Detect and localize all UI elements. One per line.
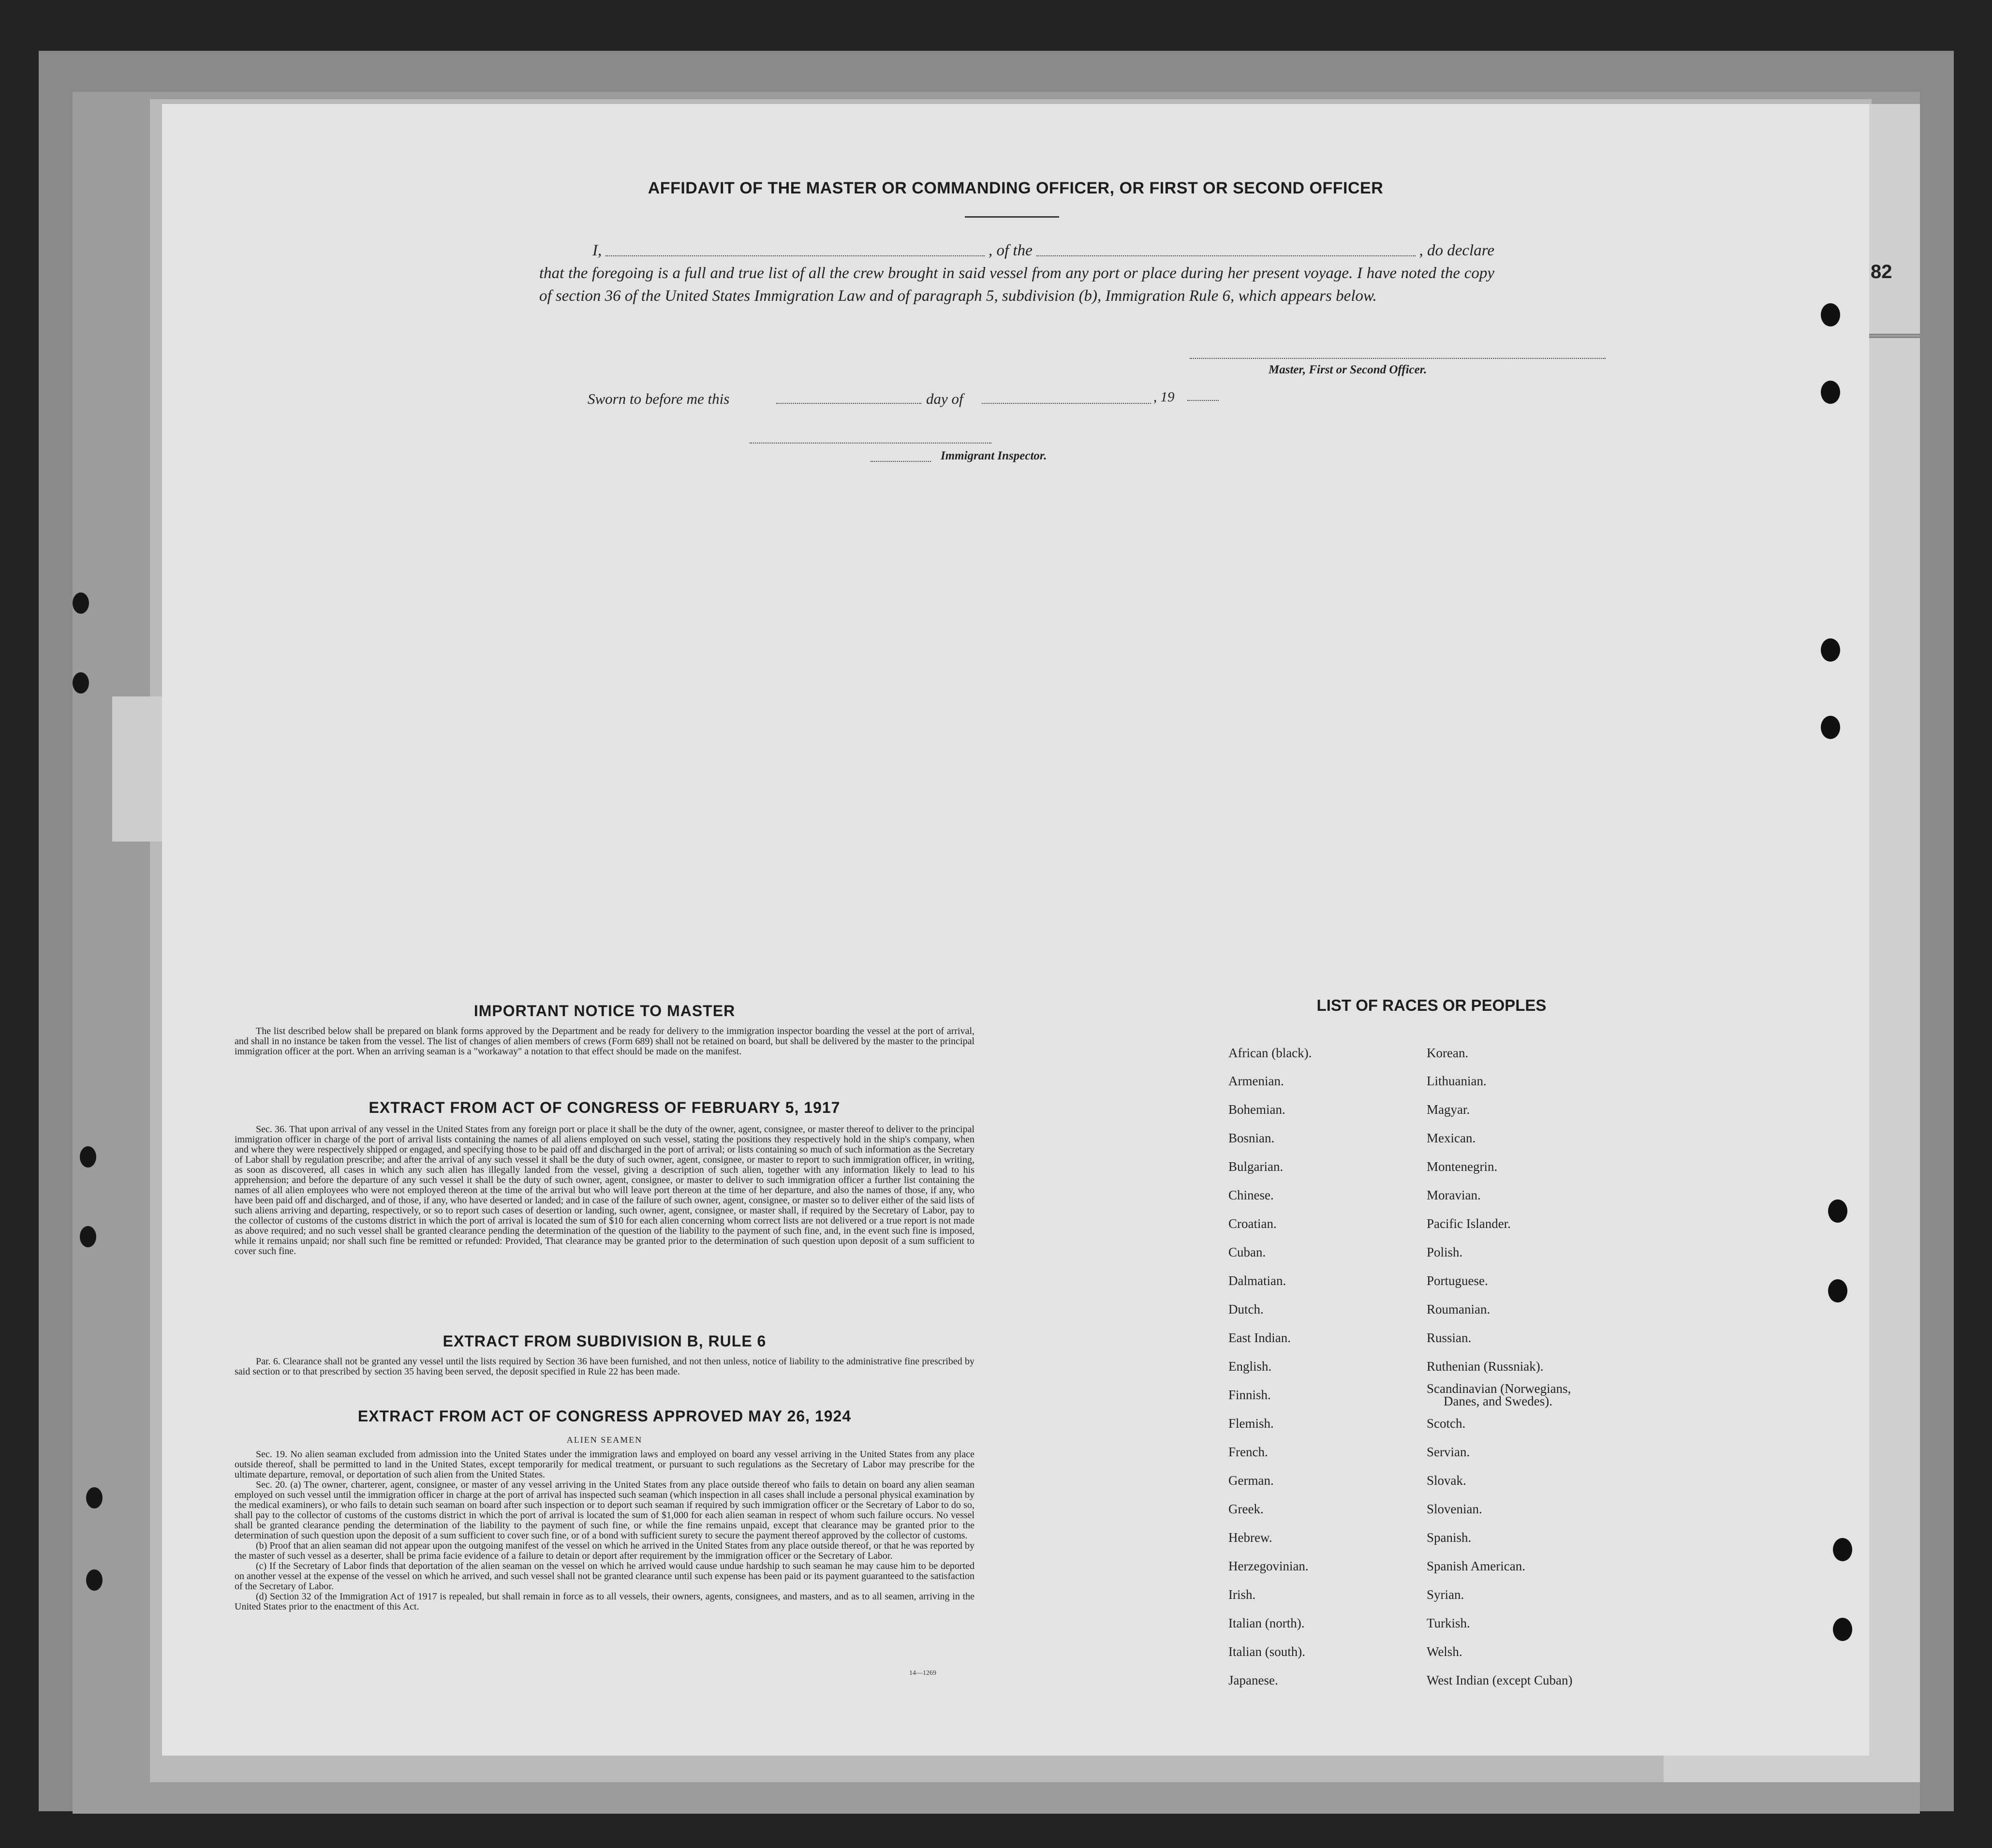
punch-hole — [1821, 716, 1840, 739]
race-item: Japanese. — [1228, 1673, 1278, 1687]
race-item: Slovenian. — [1427, 1502, 1482, 1516]
extract-1924-paragraph: (c) If the Secretary of Labor finds that deportation of the alien seaman on the vessel on which he arrived would cause undue hardship to such seaman he may cause him to be deported on another vessel at the expense of the vessel on which he arrived, and such vessel shall not be granted clearance until such expense has been paid or its payment guaranteed to the satisfaction of the Secretary of Labor. — [235, 1561, 974, 1592]
extract-1917-title: EXTRACT FROM ACT OF CONGRESS OF FEBRUARY 5, 1917 — [369, 1099, 841, 1116]
race-item: West Indian (except Cuban) — [1427, 1673, 1573, 1687]
race-item: African (black). — [1228, 1046, 1312, 1060]
punch-hole — [80, 1146, 96, 1168]
race-item: Slovak. — [1427, 1473, 1466, 1488]
race-item: Bosnian. — [1228, 1131, 1275, 1145]
extract-rule6-title: EXTRACT FROM SUBDIVISION B, RULE 6 — [443, 1332, 767, 1350]
race-item: Bohemian. — [1228, 1102, 1285, 1117]
race-item: Bulgarian. — [1228, 1159, 1284, 1174]
punch-hole — [86, 1487, 103, 1508]
notice-paragraph: The list described below shall be prepared on blank forms approved by the Department and be ready for delivery to the immigration inspector boarding the vessel at the port of arrival, and shall in no instance be taken from the vessel. The list of changes of alien members of crews (Form 689) shall not be retained on board, but shall be delivered by the master to the principal immigration officer at the port. When an arriving seaman is a "workaway" a notation to that effect should be made on the manifest. — [235, 1026, 974, 1057]
sworn-day-field[interactable] — [776, 403, 921, 404]
races-title: LIST OF RACES OR PEOPLES — [1316, 996, 1547, 1014]
race-item: Danes, and Swedes). — [1444, 1394, 1552, 1408]
alien-seamen-subtitle: ALIEN SEAMEN — [566, 1435, 643, 1445]
race-item: Pacific Islander. — [1427, 1216, 1511, 1231]
race-item: English. — [1228, 1359, 1272, 1374]
race-item: Scandinavian (Norwegians, — [1427, 1381, 1571, 1396]
race-item: Syrian. — [1427, 1587, 1464, 1602]
race-item: Armenian. — [1228, 1074, 1284, 1088]
race-item: Finnish. — [1228, 1388, 1271, 1402]
declarant-prefix: I, — [592, 242, 602, 259]
extract-1924-title: EXTRACT FROM ACT OF CONGRESS APPROVED MAY 26, 1924 — [357, 1407, 852, 1425]
race-item: Italian (south). — [1228, 1644, 1305, 1659]
punch-hole — [1833, 1618, 1852, 1641]
tab-marker — [112, 696, 165, 842]
race-item: Polish. — [1427, 1245, 1463, 1259]
race-item: Spanish American. — [1427, 1559, 1525, 1573]
race-item: French. — [1228, 1445, 1268, 1459]
punch-hole — [1821, 303, 1840, 326]
race-item: Portuguese. — [1427, 1273, 1488, 1288]
extract-1924-paragraph: Sec. 19. No alien seaman excluded from admission into the United States under the immigration laws and employed on board any vessel arriving in the United States from any place outside thereof, shall be permitted to land in the United States, except temporarily for medical treatment, or pursuant to such regulations as the Secretary of Labor may prescribe for the ultimate departure, removal, or deportation of such alien from the United States. — [235, 1449, 974, 1480]
extract-1924-paragraph: Sec. 20. (a) The owner, charterer, agent, consignee, or master of any vessel arriving in the United States from any place outside thereof who fails to detain on board any alien seaman employed on such vessel until the immigration officer in charge at the port of arrival has inspected such seaman (which inspection in all cases shall include a personal physical examination by the medical examiners), or who fails to detain such seaman on board after such inspection or to deport such seaman if required by such immigration officer or the Secretary of Labor to do so, shall pay to the collector of customs of the customs district in which the port of arrival is located the sum of $1,000 for each alien seaman in respect of whom such failure occurs. No vessel shall be granted clearance pending the determination of the liability to the payment of such fine, or while the fine remains unpaid, except that clearance may be granted prior to the determination of such question upon the deposit of a sum sufficient to cover such fine, or of a bond with sufficient surety to secure the payment thereof approved by the collector of customs. — [235, 1479, 974, 1541]
race-item: Ruthenian (Russniak). — [1427, 1359, 1544, 1374]
race-item: Korean. — [1427, 1046, 1469, 1060]
extract-1924-paragraph: (d) Section 32 of the Immigration Act of 1917 is repealed, but shall remain in force as to all vessels, their owners, agents, consignees, and masters, and as to all seamen, arriving in the United States prior to the enactment of this Act. — [235, 1591, 974, 1612]
punch-hole — [1828, 1199, 1847, 1223]
race-item: Croatian. — [1228, 1216, 1277, 1231]
inspector-dash — [871, 461, 931, 462]
vessel-name-field[interactable] — [1036, 239, 1416, 256]
form-code: 14—1269 — [909, 1670, 936, 1677]
race-item: Irish. — [1228, 1587, 1256, 1602]
punch-hole — [73, 672, 89, 694]
punch-hole — [1828, 1279, 1847, 1302]
race-item: Roumanian. — [1427, 1302, 1490, 1316]
race-item: East Indian. — [1228, 1331, 1291, 1345]
extract-rule6-text — [235, 1357, 974, 1377]
extract-1917-text — [235, 1124, 974, 1257]
punch-hole — [80, 1226, 96, 1247]
declarant-name-field[interactable] — [605, 239, 985, 256]
extract-1924-text — [235, 1449, 974, 1612]
race-item: Italian (north). — [1228, 1616, 1305, 1630]
notice-title: IMPORTANT NOTICE TO MASTER — [473, 1002, 736, 1020]
master-signature-line[interactable] — [1190, 358, 1606, 359]
notice-text — [235, 1026, 974, 1057]
sworn-month-field[interactable] — [982, 403, 1151, 404]
race-item: Lithuanian. — [1427, 1074, 1487, 1088]
race-item: Herzegovinian. — [1228, 1559, 1309, 1573]
race-item: Mexican. — [1427, 1131, 1476, 1145]
inspector-signature-line[interactable] — [750, 443, 991, 444]
affidavit-statement — [539, 239, 1494, 308]
sworn-year-field[interactable] — [1187, 400, 1219, 401]
race-item: Greek. — [1228, 1502, 1264, 1516]
extract-1917-paragraph: Sec. 36. That upon arrival of any vessel in the United States from any foreign port or place it shall be the duty of the owner, agent, consignee, or master thereof to deliver to the principal immigration officer in charge of the port of arrival lists containing the names of all aliens employed on such vessel, stating the positions they respectively hold in the ship's company, when and where they were respectively shipped or engaged, and specifying those to be paid off and discharged in the port of arrival; or lists containing so much of such information as the Secretary of Labor shall by regulation prescribe; and after the arrival of any such vessel it shall be the duty of such owner, agent, consignee, or master to report to such immigration officer, in writing, as soon as discovered, all cases in which any such alien has illegally landed from the vessel, giving a description of such alien, together with any information likely to lead to his apprehension; and before the departure of any such vessel it shall be the duty of such owner, agent, consignee, or master to deliver to such immigration officer a further list containing the names of all alien employees who were not employed thereon at the time of the arrival but who will leave port thereon at the time of her departure, and also the names of those, if any, who have been paid off and discharged, and of those, if any, who have deserted or landed; and in case of the failure of such owner, agent, consignee, or master so to deliver either of the said lists of such aliens arriving and departing, respectively, or so to report such cases of desertion or landing, such owner, agent, consignee, or master shall, if required by the Secretary of Labor, pay to the collector of customs of the customs district in which the port of arrival is located the sum of $10 for each alien concerning whom correct lists are not delivered or a true report is not made as above required; and no such vessel shall be granted clearance pending the determination of the question of the liability to the payment of such fine, and, in the event such fine is imposed, while it remains unpaid; nor shall such fine be remitted or refunded: Provided, That clearance may be granted prior to the determination of such question upon deposit of a sum sufficient to cover such fine. — [235, 1124, 974, 1257]
race-item: German. — [1228, 1473, 1274, 1488]
punch-hole — [1821, 638, 1840, 662]
race-item: Montenegrin. — [1427, 1159, 1498, 1174]
race-item: Welsh. — [1427, 1644, 1462, 1659]
sworn-prefix: Sworn to before me this — [588, 390, 730, 407]
declaration-line — [539, 239, 1494, 262]
extract-1924-paragraph: (b) Proof that an alien seaman did not appear upon the outgoing manifest of the vessel on which he arrived in the United States from any place outside thereof, or that he was reported by the master of such vessel as a deserter, shall be prima facie evidence of a failure to detain or deport after requirement by the immigration officer or the Secretary of Labor. — [235, 1540, 974, 1561]
punch-hole — [1821, 381, 1840, 404]
punch-hole — [73, 592, 89, 614]
race-item: Cuban. — [1228, 1245, 1266, 1259]
race-item: Russian. — [1427, 1331, 1472, 1345]
race-item: Scotch. — [1427, 1416, 1466, 1431]
race-item: Turkish. — [1427, 1616, 1470, 1630]
race-item: Dalmatian. — [1228, 1273, 1286, 1288]
race-item: Servian. — [1427, 1445, 1470, 1459]
race-item: Moravian. — [1427, 1188, 1481, 1202]
declare-text: , do declare — [1419, 242, 1494, 259]
extract-rule6-paragraph: Par. 6. Clearance shall not be granted any vessel until the lists required by Section 36 have been furnished, and not then unless, notice of liability to the administrative fine prescribed by said section or to that prescribed by section 35 having been served, the deposit specified in Rule 22 has been made. — [235, 1356, 974, 1377]
vessel-prefix: , of the — [989, 242, 1033, 259]
race-item: Chinese. — [1228, 1188, 1274, 1202]
year-prefix: , 19 — [1153, 389, 1175, 405]
affidavit-title: AFFIDAVIT OF THE MASTER OR COMMANDING OFFICER, OR FIRST OR SECOND OFFICER — [648, 179, 1384, 197]
race-item: Flemish. — [1228, 1416, 1274, 1431]
race-item: Magyar. — [1427, 1102, 1470, 1117]
race-item: Dutch. — [1228, 1302, 1264, 1316]
affidavit-body: that the foregoing is a full and true list of all the crew brought in said vessel from any port or place during her present voyage. I have noted the copy of section 36 of the United States Immigration Law and of paragraph 5, subdivision (b), Immigration Rule 6, which appears below. — [539, 265, 1494, 305]
punch-hole — [1833, 1538, 1852, 1561]
title-rule — [965, 216, 1059, 218]
punch-hole — [86, 1569, 103, 1591]
inspector-label: Immigrant Inspector. — [941, 449, 1047, 462]
race-item: Spanish. — [1427, 1530, 1472, 1545]
race-item: Hebrew. — [1228, 1530, 1272, 1545]
day-of-label: day of — [926, 390, 963, 407]
master-signature-label: Master, First or Second Officer. — [1269, 363, 1427, 376]
page-number: 82 — [1871, 261, 1892, 282]
